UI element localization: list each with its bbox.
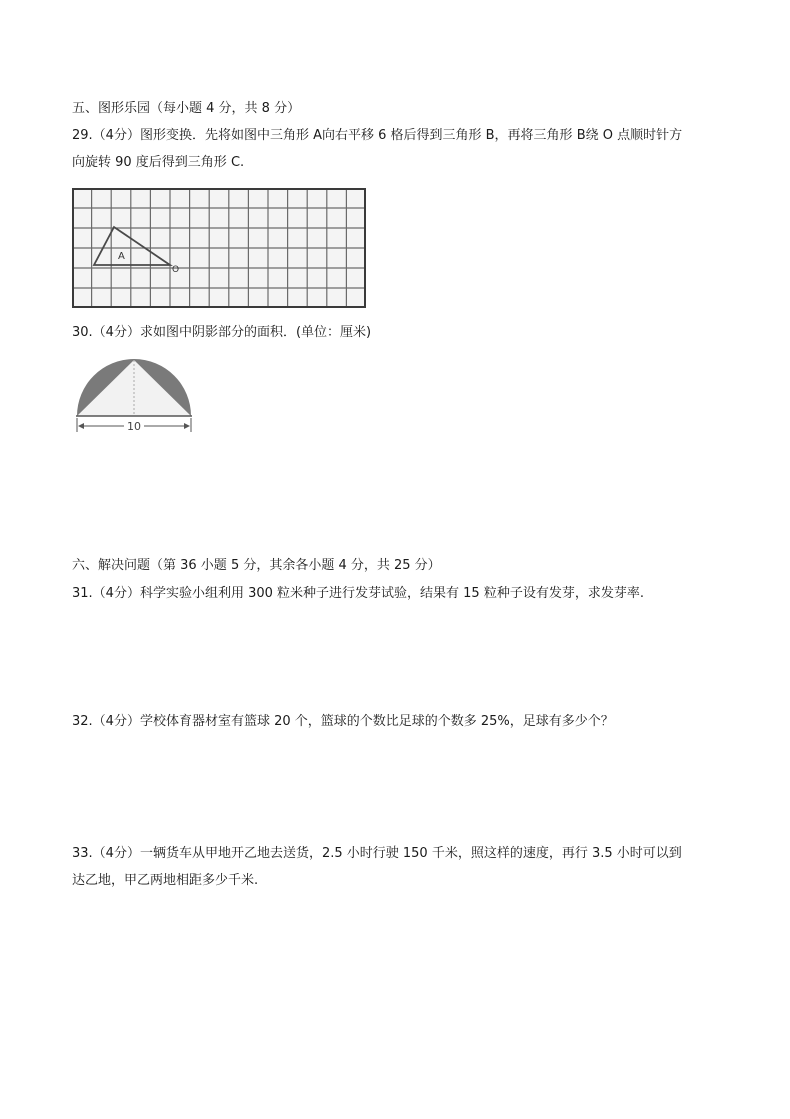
question-31-text: 31.（4分）科学实验小组利用 300 粒米种子进行发芽试验，结果有 15 粒种子设有发芽，求发芽率. [72, 586, 644, 601]
question-33-text-line1: 33.（4分）一辆货车从甲地开乙地去送货，2.5 小时行驶 150 千米，照这样的速度，再行 3.5 小时可以到 [72, 846, 682, 861]
question-29-text-line2: 向旋转 90 度后得到三角形 C. [72, 155, 245, 170]
section-6-heading: 六、解决问题（第 36 小题 5 分，其余各小题 4 分，共 25 分） [72, 558, 441, 573]
dimension-label: 10 [127, 420, 141, 433]
triangle-a-label: A [118, 251, 125, 262]
point-o-label: O [172, 265, 180, 275]
grid-figure [72, 188, 366, 308]
question-29-text-line1: 29.（4分）图形变换．先将如图中三角形 A向右平移 6 格后得到三角形 B，再将三角形 B绕 O 点顺时针方 [72, 128, 683, 143]
semicircle-figure [72, 356, 196, 438]
question-30-text: 30.（4分）求如图中阴影部分的面积．(单位：厘米) [72, 325, 372, 340]
section-5-heading: 五、图形乐园（每小题 4 分，共 8 分） [72, 101, 301, 116]
question-33-text-line2: 达乙地，甲乙两地相距多少千米. [72, 873, 259, 888]
question-32-text: 32.（4分）学校体育器材室有篮球 20 个，篮球的个数比足球的个数多 25%，足球有多少个？ [72, 714, 614, 729]
